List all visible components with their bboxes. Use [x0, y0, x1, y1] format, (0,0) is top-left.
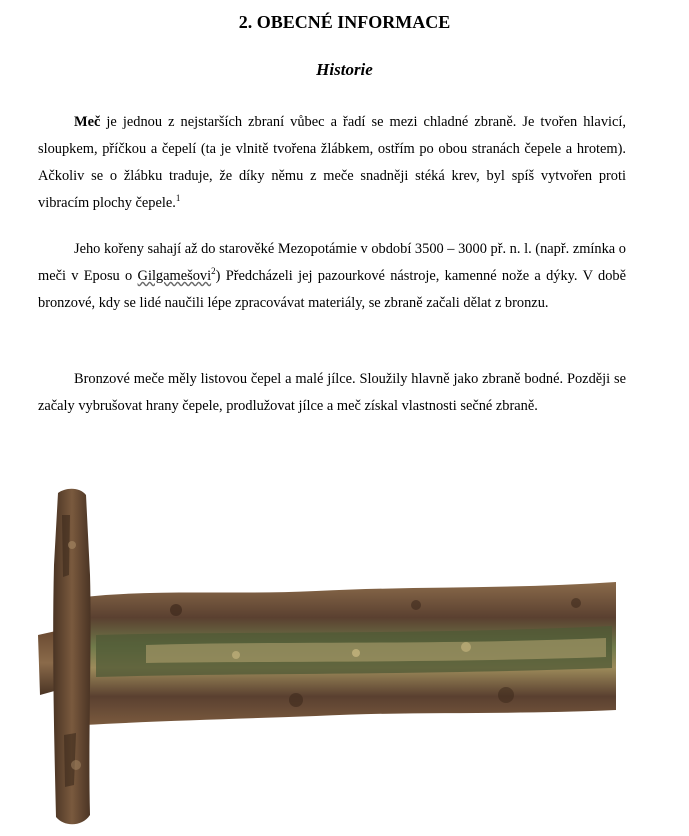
bold-term: Meč	[74, 114, 101, 130]
footnote-ref-1[interactable]: 1	[175, 193, 181, 204]
paragraph-2	[38, 236, 626, 317]
section-subheading: Historie	[316, 60, 373, 79]
footnote-ref-2[interactable]: 2	[211, 266, 216, 277]
paragraph-1	[38, 109, 626, 217]
paragraph-2-text-b: ) Předcházeli jej pazourkové nástroje, kamenné nože a dýky. V době bronzové, kdy se lidé naučili lépe zpracovávat materiály, se zbraně začali dělat z bronzu.	[38, 268, 626, 311]
paragraph-1-text: je jednou z nejstarších zbraní vůbec a řadí se mezi chladné zbraně. Je tvořen hlavicí, sloupkem, příčkou a čepelí (ta je vlnitě tvořena žlábkem, ostřím po obou stranách čepele a hrotem). Ačkoliv se o žlábku traduje, že díky němu z meče snadněji stéká krev, byl spíš vytvořen proti vibracím plochy čepele.	[38, 114, 626, 211]
section-heading: 2. OBECNÉ INFORMACE	[238, 12, 451, 32]
paragraph-2-text-a: Jeho kořeny sahají až do starověké Mezopotámie v období 3500 – 3000 př. n. l. (např. zmínka o meči v Eposu o	[38, 241, 626, 284]
rusted-sword-photo	[36, 485, 616, 830]
paragraph-3: Bronzové meče měly listovou čepel a malé jílce. Sloužily hlavně jako zbraně bodné. Později se začaly vybrušovat hrany čepele, prodlužovat jílce a meč získal vlastnosti sečné zbraně.	[38, 371, 626, 414]
spellcheck-underlined-word: Gilgamešovi	[137, 268, 212, 284]
